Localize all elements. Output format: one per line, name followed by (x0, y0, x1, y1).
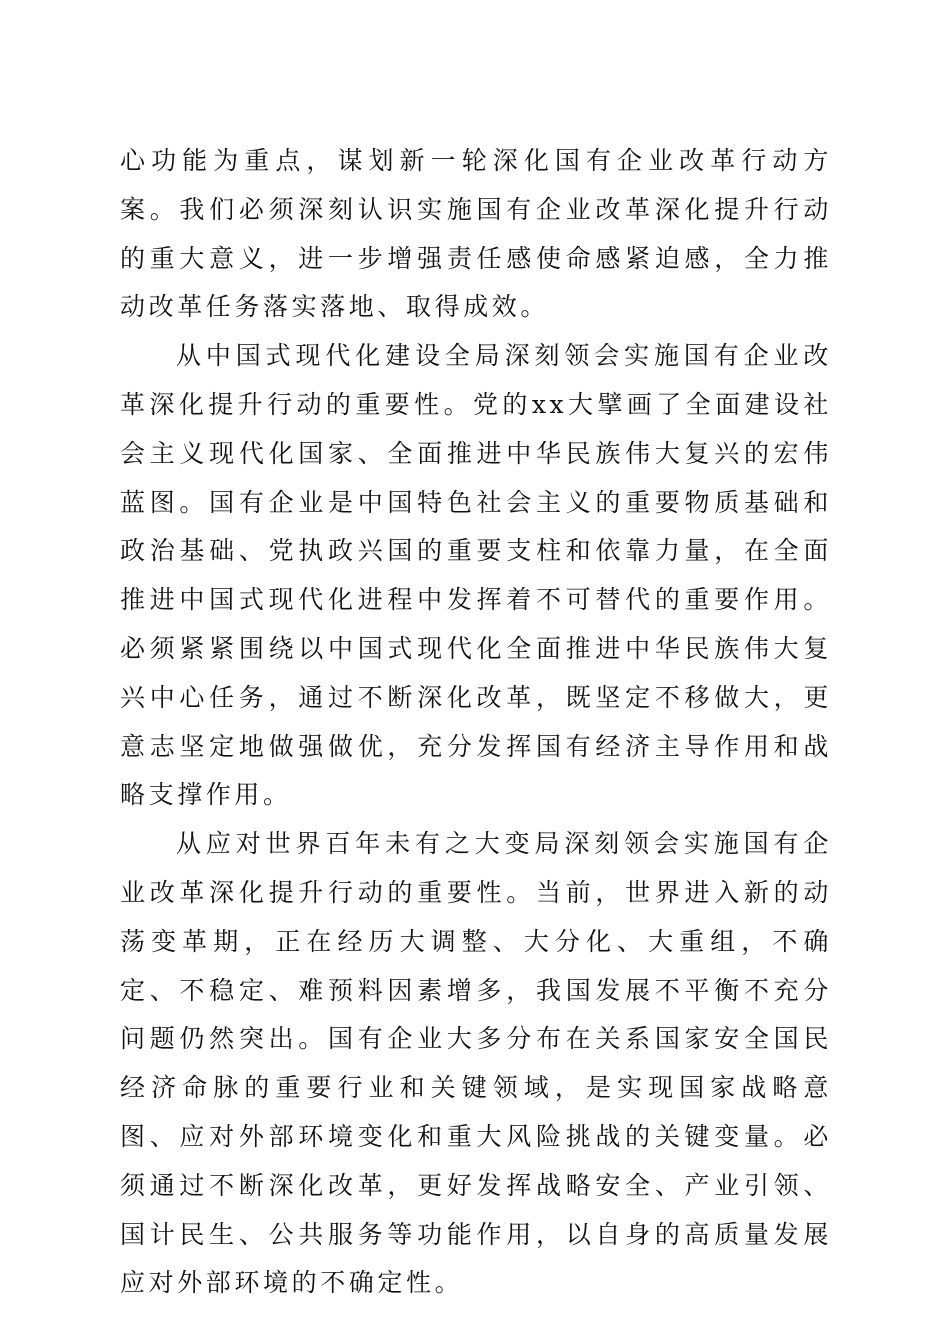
paragraph-modernization: 从中国式现代化建设全局深刻领会实施国有企业改革深化提升行动的重要性。党的xx大擘画了全面建设社会主义现代化国家、全面推进中华民族伟大复兴的宏伟蓝图。国有企业是中国特色社会主义的重要物质基础和政治基础、党执政兴国的重要支柱和依靠力量，在全面推进中国式现代化进程中发挥着不可替代的重要作用。必须紧紧围绕以中国式现代化全面推进中华民族伟大复兴中心任务，通过不断深化改革，既坚定不移做大，更意志坚定地做强做优，充分发挥国有经济主导作用和战略支撑作用。 (120, 341, 832, 810)
document-body (120, 137, 832, 1308)
paragraph-continuation: 心功能为重点，谋划新一轮深化国有企业改革行动方案。我们必须深刻认识实施国有企业改革深化提升行动的重大意义，进一步增强责任感使命感紧迫感，全力推动改革任务落实落地、取得成效。 (120, 146, 832, 322)
paragraph-global-changes: 从应对世界百年未有之大变局深刻领会实施国有企业改革深化提升行动的重要性。当前，世界进入新的动荡变革期，正在经历大调整、大分化、大重组，不确定、不稳定、难预料因素增多，我国发展不平衡不充分问题仍然突出。国有企业大多分布在关系国家安全国民经济命脉的重要行业和关键领域，是实现国家战略意图、应对外部环境变化和重大风险挑战的关键变量。必须通过不断深化改革，更好发挥战略安全、产业引领、国计民生、公共服务等功能作用，以自身的高质量发展应对外部环境的不确定性。 (120, 829, 832, 1298)
